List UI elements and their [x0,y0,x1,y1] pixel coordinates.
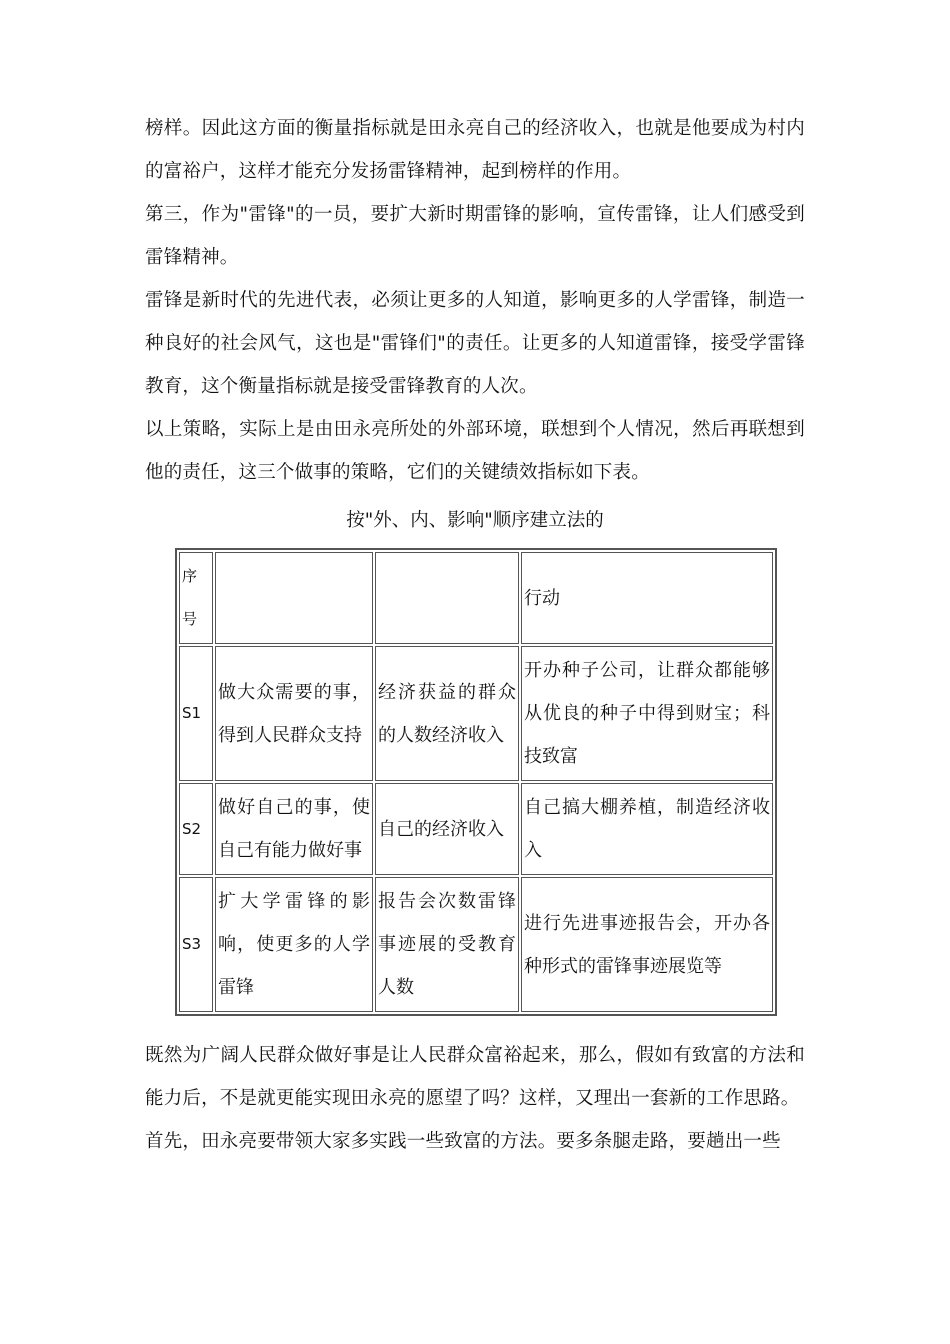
paragraph: 榜样。因此这方面的衡量指标就是田永亮自己的经济收入，也就是他要成为村内的富裕户，这样才能充分发扬雷锋精神，起到榜样的作用。 [145,118,805,182]
table-cell [215,552,373,644]
table-header-row [179,552,773,644]
paragraph: 首先，田永亮要带领大家多实践一些致富的方法。要多条腿走路，要趟出一些 [145,1131,781,1152]
table-row [179,783,773,875]
table-cell: S1 [179,646,213,781]
kpi-table [175,548,777,1016]
table-cell: 扩大学雷锋的影响，使更多的人学雷锋 [215,877,373,1012]
table-cell [375,552,519,644]
table-cell: 经济获益的群众的人数经济收入 [375,646,519,781]
table-cell: 序号 [179,552,213,644]
body-text-top [145,107,805,494]
table-caption: 按"外、内、影响"顺序建立法的 [346,510,604,531]
table-cell: 做大众需要的事，得到人民群众支持 [215,646,373,781]
body-text-bottom [145,1034,805,1163]
table-cell: 报告会次数雷锋事迹展的受教育人数 [375,877,519,1012]
table-cell: 开办种子公司，让群众都能够从优良的种子中得到财宝；科技致富 [521,646,773,781]
table-row [179,646,773,781]
paragraph: 既然为广阔人民群众做好事是让人民群众富裕起来，那么，假如有致富的方法和能力后，不是就更能实现田永亮的愿望了吗？这样，又理出一套新的工作思路。 [145,1045,805,1109]
table-cell: 自己搞大棚养植，制造经济收入 [521,783,773,875]
paragraph: 第三，作为"雷锋"的一员，要扩大新时期雷锋的影响，宣传雷锋，让人们感受到雷锋精神。 [145,204,805,268]
table-cell: 行动 [521,552,773,644]
table-cell: 做好自己的事，使自己有能力做好事 [215,783,373,875]
table-cell: S2 [179,783,213,875]
table-row [179,877,773,1012]
paragraph: 以上策略，实际上是由田永亮所处的外部环境，联想到个人情况，然后再联想到他的责任，这三个做事的策略，它们的关键绩效指标如下表。 [145,419,805,483]
table-cell: S3 [179,877,213,1012]
table-cell: 自己的经济收入 [375,783,519,875]
table-cell: 进行先进事迹报告会，开办各种形式的雷锋事迹展览等 [521,877,773,1012]
paragraph: 雷锋是新时代的先进代表，必须让更多的人知道，影响更多的人学雷锋，制造一种良好的社会风气，这也是"雷锋们"的责任。让更多的人知道雷锋，接受学雷锋教育，这个衡量指标就是接受雷锋教育的人次。 [145,290,805,397]
